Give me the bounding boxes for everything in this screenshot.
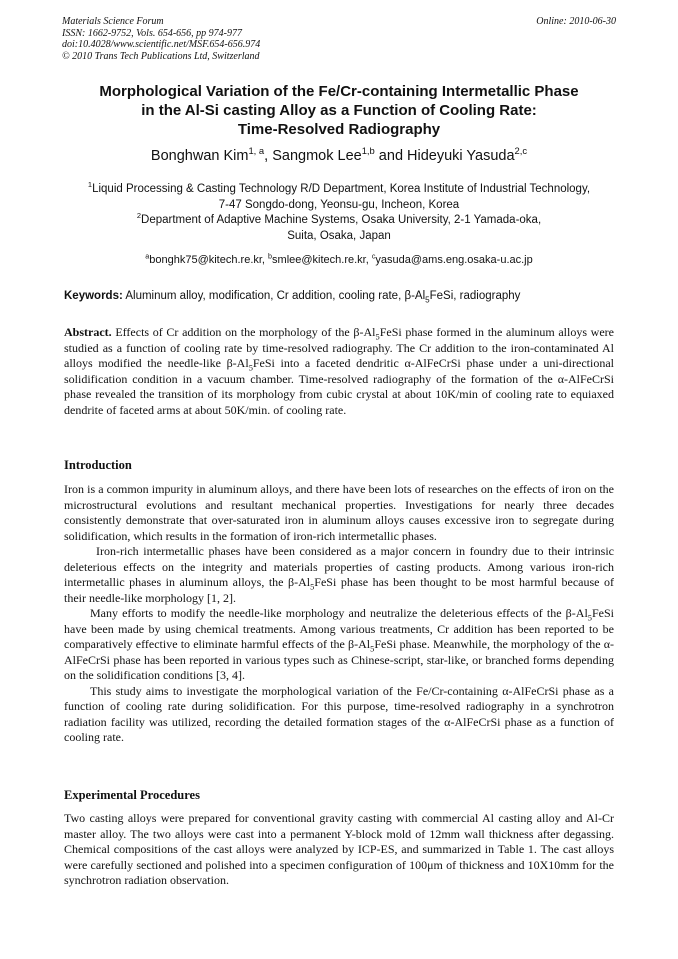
intro-p2-sub: 5: [310, 582, 315, 592]
affiliation-1-line-2: 7-47 Songdo-dong, Yeonsu-gu, Incheon, Korea: [218, 198, 460, 211]
email-b: smlee@kitech.re.kr,: [272, 254, 372, 266]
experimental-paragraph-1: Two casting alloys were prepared for conventional gravity casting with commercial Al casting alloy and Al-Cr master alloy. The two alloys were cast into a permanent Y-block mold of 12mm wall thickness after degassing. Chemical compositions of the cast alloys were analyzed by ICP-ES, and summarized in Table 1. The cast alloys were carefully sectioned and polished into a specimen configuration of 100μm of thickness and 10X10mm for the synchrotron radiation observation.: [64, 811, 614, 887]
title-line-1: Morphological Variation of the Fe/Cr-containing Intermetallic Phase: [99, 83, 579, 100]
keywords-sub: 5: [425, 295, 430, 305]
keywords-text: Aluminum alloy, modification, Cr addition, cooling rate, β-Al: [122, 290, 426, 302]
intro-paragraph-1: Iron is a common impurity in aluminum alloys, and there have been lots of researches on the effects of iron on the microstructural evolutions and resultant mechanical properties. Investigations for nearly three decades consistently demonstrate that over-saturated iron in aluminum alloys causes excessive iron to segregate during solidification, which results in the formation of iron-rich intermetallic phases.: [64, 482, 614, 543]
title-line-3: Time-Resolved Radiography: [237, 121, 441, 138]
intro-p3-sub-2: 5: [370, 644, 375, 654]
affiliation-2-line-1: Department of Adaptive Machine Systems, Osaka University, 2-1 Yamada-oka,: [141, 214, 542, 226]
abstract-sub-2: 5: [248, 363, 253, 373]
experimental-heading: Experimental Procedures: [64, 788, 200, 802]
email-list: [40, 254, 638, 266]
abstract-text-1: Effects of Cr addition on the morphology of the β-Al: [111, 325, 376, 339]
author-3: Hideyuki Yasuda: [407, 148, 515, 164]
affiliations: [40, 182, 638, 244]
author-3-sup: 2,c: [514, 145, 528, 157]
author-sep-2: and: [374, 148, 408, 164]
intro-paragraph-4: This study aims to investigate the morphological variation of the Fe/Cr-containing α-AlFeCrSi phase as a function of cooling rate during solidification. For this purpose, time-resolved radiography in a synchrotron radiation facility was utilized, recording the detailed formation stages of the α-AlFeCrSi phase as a function of cooling rate.: [64, 683, 614, 744]
affiliation-2: [40, 213, 638, 229]
email-a-sup: a: [145, 252, 150, 261]
author-1: Bonghwan Kim: [150, 148, 249, 164]
intro-p3-b: FeSi have been made by using chemical treatments. Among various treatments, Cr addition has been reported to be comparatively effective to eliminate harmful effects of the β-Al: [64, 606, 614, 651]
intro-p3-sub-1: 5: [587, 613, 592, 623]
introduction-heading: Introduction: [64, 458, 132, 472]
intro-p2-b: FeSi phase has been thought to be most harmful because of their needle-like morphology [1, 2].: [64, 575, 614, 605]
introduction-body: [64, 482, 614, 746]
intro-paragraph-2: [64, 544, 614, 606]
title-line-2: in the Al-Si casting Alloy as a Function of Cooling Rate:: [141, 102, 537, 119]
intro-p2-a: Iron-rich intermetallic phases have been considered as a major concern in foundry due to their intrinsic deleterious effects on the integrity and materials properties of casting products. Among various iron-rich intermetallic phases in aluminum alloys, the β-Al: [64, 544, 614, 589]
email-a: bonghk75@kitech.re.kr,: [149, 254, 269, 266]
affiliation-1-line-1: Liquid Processing & Casting Technology R/D Department, Korea Institute of Industrial Technology,: [92, 183, 591, 195]
author-2-sup: 1,b: [361, 145, 375, 157]
affiliation-1: [40, 182, 638, 198]
affiliation-2-sup: 2: [136, 211, 142, 221]
keywords: [64, 290, 616, 305]
author-sep-1: ,: [264, 148, 273, 164]
intro-p3-c: FeSi phase. Meanwhile, the morphology of the α-AlFeCrSi phase has been reported in various types such as Chinese-script, star-like, or branched forms depending on the solidification conditions [3, 4].: [64, 637, 615, 682]
experimental-body: [64, 811, 614, 889]
abstract-text-2: FeSi phase formed in the aluminum alloys were studied as a function of cooling rate by time-resolved radiography. The Cr addition to the iron-contaminated Al alloys modified the needle-like β-Al: [64, 325, 614, 370]
intro-paragraph-3: [64, 606, 614, 684]
author-1-sup: 1, a: [248, 145, 265, 157]
journal-header: [62, 16, 260, 62]
keywords-label: Keywords:: [64, 290, 123, 302]
paper-title: [40, 82, 638, 139]
affiliation-2-line-2: Suita, Osaka, Japan: [287, 229, 391, 242]
email-b-sup: b: [268, 252, 273, 261]
email-c-sup: c: [371, 252, 376, 261]
issn-line: ISSN: 1662-9752, Vols. 654-656, pp 974-977: [62, 27, 242, 39]
online-date: Online: 2010-06-30: [536, 16, 616, 27]
abstract: [64, 325, 614, 418]
intro-p3-a: Many efforts to modify the needle-like morphology and neutralize the deleterious effects of the β-Al: [90, 606, 588, 620]
journal-name: Materials Science Forum: [62, 16, 164, 27]
author-2: Sangmok Lee: [272, 148, 362, 164]
email-c: yasuda@ams.eng.osaka-u.ac.jp: [375, 254, 533, 266]
abstract-sub-1: 5: [375, 332, 380, 342]
affiliation-1-sup: 1: [87, 180, 93, 190]
keywords-tail: FeSi, radiography: [429, 290, 521, 302]
abstract-label: Abstract.: [64, 325, 112, 339]
doi-line: doi:10.4028/www.scientific.net/MSF.654-656.974: [62, 39, 261, 50]
abstract-text-3: FeSi into a faceted dendritic α-AlFeCrSi phase under a uni-directional solidification condition in a vacuum chamber. Time-resolved radiography of the formation of the α-AlFeCrSi phase revealed the transition of its morphology from cubic crystal at about 10K/min of cooling rate to equiaxed dendrite of faceted arms at about 50K/min. of cooling rate.: [64, 356, 614, 417]
author-list: [40, 145, 638, 164]
copyright-line: © 2010 Trans Tech Publications Ltd, Switzerland: [62, 50, 260, 62]
